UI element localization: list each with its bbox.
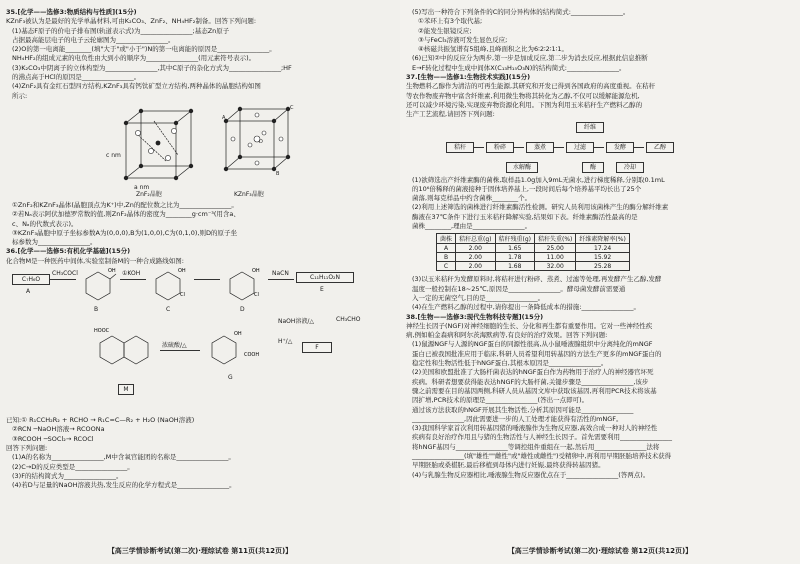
crystal-figure bbox=[6, 101, 394, 201]
reagent-7: 浓硫酸/△ bbox=[162, 342, 187, 350]
text-line: ③KZnF₃晶胞中原子坐标参数A为(0,0,0),B为(1,0,0),C为(0,1,0),则D的原子坐 bbox=[12, 228, 237, 237]
svg-text:OH: OH bbox=[234, 331, 242, 338]
text-line: (1)基态F原子的价电子排布图(轨道表示式)为________________;基态Zn原子 bbox=[12, 26, 230, 35]
text-line: 所示: bbox=[12, 91, 28, 100]
svg-text:B: B bbox=[276, 170, 280, 177]
svg-text:OH: OH bbox=[178, 268, 186, 275]
arrow-g-m bbox=[160, 350, 200, 351]
table-cell: B bbox=[437, 253, 456, 262]
svg-text:C: C bbox=[290, 104, 294, 111]
compound-e-box bbox=[296, 272, 354, 283]
compound-m-structure bbox=[92, 322, 156, 378]
svg-text:HOOC: HOOC bbox=[94, 328, 110, 335]
text-line: (1)欲筛选出产纤维素酶的菌株,取样品1.0g加入9mL无菌水,进行梯度稀释,分别取0.1mL bbox=[412, 175, 665, 184]
text-line: (3)K₂CO₃中阴离子的立体构型为________________,其中C原子的杂化方式为________________;HF bbox=[12, 63, 292, 72]
table-cell: 2.00 bbox=[456, 244, 496, 253]
svg-text:Cl: Cl bbox=[254, 292, 259, 299]
q37-q38-text bbox=[406, 275, 794, 480]
text-line: c、Nₐ的代数式表示)。 bbox=[12, 219, 78, 228]
flow-step-5 bbox=[606, 142, 634, 153]
text-line: 生物燃料乙醇作为清洁的可再生能源,其研究和开发已得到各国政府的高度重视。在秸秆 bbox=[406, 82, 656, 91]
flow-side-3 bbox=[616, 162, 644, 173]
compound-a-box bbox=[12, 274, 50, 285]
flow-arrow-1 bbox=[474, 147, 484, 148]
text-line: NH₄HF₂的组成元素的电负性由大到小的顺序为________________(用元素符号表示)。 bbox=[12, 54, 256, 63]
svg-text:a nm: a nm bbox=[134, 183, 150, 191]
text-line: (4)ZnF₂具有金红石型四方结构,KZnF₃具有钙钛矿型立方结构,两种晶体的晶胞结构如图 bbox=[12, 82, 261, 91]
flow-step-3-label: 蒸煮 bbox=[533, 143, 546, 151]
text-line: 生产工艺流程,请回答下列问题: bbox=[406, 110, 495, 119]
text-line: ②RCN ─NaOH溶液→ RCOONa bbox=[12, 425, 105, 434]
flow-step-2-label: 粉碎 bbox=[493, 143, 506, 151]
text-line: 通过该方法获取的hNGF开展其生物活性,分析其原因可能是________________ bbox=[412, 405, 634, 414]
text-line: ________________,因此需要进一步的人工处理才能获得有活性的mNGF。 bbox=[412, 414, 623, 423]
table-header: 秸秆残重(g) bbox=[495, 234, 535, 244]
text-line: (2)O的第一电离能________(填"大于"或"小于")N的第一电离能的原因是________________。 bbox=[12, 45, 276, 54]
text-line: E→F转化过程中生成中间体X(C₁₃H₁₅O₃N)的结构简式:________________。 bbox=[412, 63, 626, 72]
text-line: 化合物M是一种医药中间体,实验室制备M的一种合成路线如图: bbox=[6, 256, 184, 265]
table-cell: 2.00 bbox=[456, 262, 496, 271]
text-line: ①ZnF₂和KZnF₃晶体(晶胞顶点为K⁺)中,Zn的配位数之比为________________。 bbox=[12, 200, 238, 209]
text-line: 温度一般控制在18~25℃,原因是________________。酵母菌发酵前需要通 bbox=[412, 284, 626, 293]
arrow-a-b bbox=[50, 279, 76, 280]
text-line: ②若Nₐ表示阿伏加德罗常数的值,则ZnF₂晶体的密度为________g·cm⁻³(用含a、 bbox=[12, 210, 240, 219]
table-header: 秸秆失重(%) bbox=[535, 234, 576, 244]
flow-step-3 bbox=[526, 142, 554, 153]
text-line: 的沸点高于HCl的原因是________________。 bbox=[12, 73, 141, 82]
table-row bbox=[437, 262, 630, 271]
flow-step-1 bbox=[446, 142, 474, 153]
text-line: (3)F的结构简式为________________。 bbox=[12, 471, 123, 480]
text-line: (6)已知②中的反应分为两步,第一步是加成反应,第二步为消去反应,根据此信息推断 bbox=[412, 54, 648, 63]
flow-step-4-label: 过滤 bbox=[573, 143, 586, 151]
table-cell: 32.00 bbox=[535, 262, 576, 271]
text-line: 已知:① R₁CCH₂R₂ + RCHO → R₁C=C—R₂ + H₂O (NaOH溶液) bbox=[6, 416, 195, 425]
text-line: (5)写出一种符合下列条件的C的同分异构体的结构简式:________________。 bbox=[412, 8, 630, 16]
q35-q36-text bbox=[6, 201, 394, 266]
flow-side-2 bbox=[582, 162, 604, 173]
flow-step-6 bbox=[646, 142, 674, 153]
table-cell: 1.68 bbox=[495, 262, 535, 271]
text-line: 菌落,则每克样品中约含菌株________个。 bbox=[412, 194, 532, 203]
text-line: (3)我国科学家首次利用转基因猪的唾液腺作为生物反应器,高效合成一种对人的神经性 bbox=[412, 424, 658, 433]
text-line: KZnF₃被认为是最好的光学单晶材料,可由K₂CO₃、ZnF₂、NH₄HF₂制备。回答下列问题: bbox=[6, 17, 257, 26]
text-line: (4)在生产燃料乙醇的过程中,请你提出一条降低成本的措施:________________。 bbox=[412, 303, 640, 312]
text-line: 病,例如帕金森病和阿尔茨海默病等,有良好的治疗效果。回答下列问题: bbox=[406, 331, 608, 340]
compound-c-label: C bbox=[166, 306, 171, 314]
reagent-3: NaCN bbox=[272, 270, 289, 278]
flow-step-1-label: 秸秆 bbox=[453, 143, 466, 151]
table-cell: C bbox=[437, 262, 456, 271]
reagent-2: ①KOH bbox=[122, 270, 141, 278]
text-line: 还可以减少环境污染,实现废弃物资源化利用。下图为利用玉米秸秆生产燃料乙醇的 bbox=[406, 100, 643, 109]
reagent-5: CH₃CHO bbox=[336, 316, 361, 324]
text-line: 标参数为________________。 bbox=[12, 238, 97, 247]
flow-top-box bbox=[576, 122, 604, 133]
text-line: ②能发生银镜反应; bbox=[418, 26, 472, 35]
text-line: (1)A的名称为________________,M中含氧官能团的名称是________________。 bbox=[12, 453, 235, 462]
table-header-row bbox=[437, 234, 630, 244]
text-line: 蛋白已被我国批准应用于临床,科研人员希望利用转基因的方法生产更多的mNGF蛋白的 bbox=[412, 349, 662, 358]
compound-d-structure bbox=[222, 266, 266, 304]
text-line: 酶液在37℃条件下进行玉米秸秆降解实验,结果如下表。纤维素酶活性最高的是 bbox=[412, 212, 638, 221]
q35-text bbox=[6, 8, 394, 101]
right-footer: 【高三学情诊断考试(第二次)·理综试卷 第12页(共12页)】 bbox=[507, 547, 693, 555]
unit-cell-diagram bbox=[106, 103, 316, 199]
text-line: ①苯环上有3个取代基; bbox=[418, 17, 483, 26]
table-cell: 25.28 bbox=[576, 262, 629, 271]
text-line: (1)鼠源NGF与人源的NGF蛋白的同源性很高,从小鼠唾液腺组织中分离纯化的mNGF bbox=[412, 340, 653, 349]
left-footer: 【高三学情诊断考试(第二次)·理综试卷 第11页(共12页)】 bbox=[107, 547, 293, 555]
flow-side-1-label: 水解酶 bbox=[512, 163, 531, 171]
flow-step-6-label: 乙醇 bbox=[653, 143, 666, 151]
compound-b-structure bbox=[78, 266, 118, 304]
compound-c-structure bbox=[148, 266, 192, 304]
flow-step-5-label: 发酵 bbox=[613, 143, 626, 151]
svg-text:A: A bbox=[222, 114, 226, 121]
text-line: 菌株________,理由是________________。 bbox=[412, 222, 532, 231]
text-line: 回答下列问题: bbox=[6, 443, 48, 452]
flow-arrow-5 bbox=[634, 147, 644, 148]
svg-text:COOH: COOH bbox=[244, 352, 260, 359]
text-line: ③RCOOH ─SOCl₂→ RCOCl bbox=[12, 434, 94, 443]
flow-arrow-4 bbox=[594, 147, 604, 148]
table-cell: A bbox=[437, 244, 456, 253]
svg-text:Cl: Cl bbox=[180, 292, 185, 299]
text-line: 占据最高能层电子的电子云轮廓图为________________。 bbox=[12, 35, 175, 44]
text-line: 将hNGF基因与________________等调控组件重组在一起,然后用________________法将 bbox=[412, 442, 660, 451]
reagent-4: NaOH溶液/△ bbox=[278, 318, 315, 326]
text-line: (4)与乳腺生物反应器相比,唾液腺生物反应器优点在于________________(答两点)。 bbox=[412, 470, 650, 479]
compound-b-label: B bbox=[94, 306, 99, 314]
table-header: 秸秆总重(g) bbox=[456, 234, 496, 244]
text-line: 疾病。科研者想要获得能表达hNGF的大肠杆菌,关键步骤是________________,该步 bbox=[412, 377, 649, 386]
table-row bbox=[437, 253, 630, 262]
q36-q37-text bbox=[406, 8, 794, 120]
text-line: 因扩增,PCR技术的原理是________________(答出一点即可)。 bbox=[412, 396, 589, 405]
right-page bbox=[400, 0, 800, 564]
text-line: 的10⁶倍稀释的菌液接种于固体培养基上,一段时间后每个培养基平均长出了25个 bbox=[412, 184, 642, 193]
flow-side-1 bbox=[506, 162, 538, 173]
compound-m-label: M bbox=[123, 386, 129, 394]
zn-f2-cell-label: ZnF₂晶胞 bbox=[136, 190, 162, 198]
flow-step-2 bbox=[486, 142, 514, 153]
reagent-1: CH₃COCl bbox=[52, 270, 78, 278]
svg-text:OH: OH bbox=[108, 268, 116, 275]
flow-arrow-2 bbox=[514, 147, 524, 148]
svg-text:D: D bbox=[259, 138, 263, 145]
text-line: (2)利用上述筛选的菌株进行纤维素酶活性检测。研究人员利用该菌株产生的酶分解纤维素 bbox=[412, 203, 669, 212]
flow-side-2-label: 酶 bbox=[589, 163, 596, 171]
compound-g-label: G bbox=[228, 374, 233, 382]
right-page-content bbox=[406, 8, 794, 480]
table-cell: 25.00 bbox=[535, 244, 576, 253]
enzyme-table bbox=[436, 233, 630, 271]
q37-text bbox=[406, 176, 794, 232]
compound-a-label: A bbox=[26, 288, 31, 296]
text-line: 稳定性和生物活性低于hNGF蛋白,其根本原因是________________。 bbox=[412, 359, 608, 368]
flow-arrow-3 bbox=[554, 147, 564, 148]
table-row bbox=[437, 244, 630, 253]
table-cell: 11.00 bbox=[535, 253, 576, 262]
compound-f-label: F bbox=[315, 344, 319, 352]
enzyme-table-area bbox=[406, 231, 794, 275]
synthesis-scheme bbox=[6, 266, 394, 416]
arrow-c-d bbox=[194, 279, 220, 280]
text-line: (4)若D与足量的NaOH溶液共热,发生反应的化学方程式是________________。 bbox=[12, 481, 236, 490]
table-header: 菌株 bbox=[437, 234, 456, 244]
table-cell: 1.78 bbox=[495, 253, 535, 262]
text-line: (2)美国和欧盟批准了大肠杆菌表达的hNGF蛋白作为药物用于治疗人的神经器官坏死 bbox=[412, 368, 654, 377]
compound-d-label: D bbox=[240, 306, 245, 314]
compound-f-box bbox=[302, 342, 332, 353]
left-page-content bbox=[6, 8, 394, 490]
compound-a-formula: C₇H₆O bbox=[21, 276, 41, 284]
question-heading: 37.[生物——选修1:生物技术实践](15分) bbox=[406, 73, 531, 82]
text-line: ④核磁共振氢谱有5组峰,且峰面积之比为6∶2∶2∶1∶1。 bbox=[418, 45, 568, 54]
reagent-6: H⁺/△ bbox=[278, 338, 293, 346]
text-line: 等农作物废弃物中富含纤维素,利用微生物将其转化为乙醇,不仅可以缓解能源危机, bbox=[406, 91, 640, 100]
text-line: 神经生长因子(NGF)对神经细胞的生长、分化和再生都有重要作用。它对一些神经性疾 bbox=[406, 321, 653, 330]
flow-step-4 bbox=[566, 142, 594, 153]
arrow-d-e bbox=[268, 279, 294, 280]
q36-text bbox=[6, 416, 394, 490]
text-line: ________________(填"雄性""雌性"或"雄性或雌性")受精卵中,再利用早期胚胎培养技术获得 bbox=[412, 451, 672, 460]
process-flow bbox=[406, 120, 794, 176]
text-line: 骤之前需要在目的基因两侧,科研人员从基因文库中获取该基因,再利用PCR技术将该基 bbox=[412, 386, 657, 395]
table-cell: 1.65 bbox=[495, 244, 535, 253]
question-heading: 35.[化学——选修3:物质结构与性质](15分) bbox=[6, 8, 137, 16]
arrow-b-c bbox=[120, 279, 146, 280]
text-line: (2)C→D的反应类型是________________。 bbox=[12, 462, 134, 471]
compound-g-structure bbox=[204, 326, 284, 374]
svg-text:c nm: c nm bbox=[106, 151, 121, 159]
flow-side-3-label: 冷却 bbox=[623, 163, 636, 171]
table-cell: 2.00 bbox=[456, 253, 496, 262]
text-line: 入一定的无菌空气,目的是________________。 bbox=[412, 293, 545, 302]
text-line: (3)以玉米秸秆为发酵原料时,将秸秆进行粉碎、蒸煮、过滤等处理,再发酵产生乙醇,发酵 bbox=[412, 275, 662, 284]
svg-text:OH: OH bbox=[252, 268, 260, 275]
text-line: 早期胚胎或桑椹胚,最后移植到母体内进行妊娠,最终获得转基因猪。 bbox=[412, 461, 605, 470]
compound-m-box bbox=[118, 384, 134, 395]
compound-e-formula: C₁₁H₁₁O₂N bbox=[310, 274, 340, 282]
table-header: 纤维素降解率(%) bbox=[576, 234, 629, 244]
question-heading: 36.[化学——选修5:有机化学基础](15分) bbox=[6, 247, 131, 256]
question-heading: 38.[生物——选修3:现代生物科技专题](15分) bbox=[406, 312, 544, 321]
table-cell: 17.24 bbox=[576, 244, 629, 253]
text-line: ③与FeCl₃溶液可发生显色反应; bbox=[418, 35, 508, 44]
kzn-f3-cell-label: KZnF₃晶胞 bbox=[234, 190, 264, 198]
text-line: 疾病有良好治疗作用且与猪的生物活性与人神经生长因子。首先需要利用________________ bbox=[412, 433, 672, 442]
flow-top-label: 纤维 bbox=[583, 123, 596, 131]
table-cell: 15.92 bbox=[576, 253, 629, 262]
compound-e-label: E bbox=[320, 286, 324, 294]
